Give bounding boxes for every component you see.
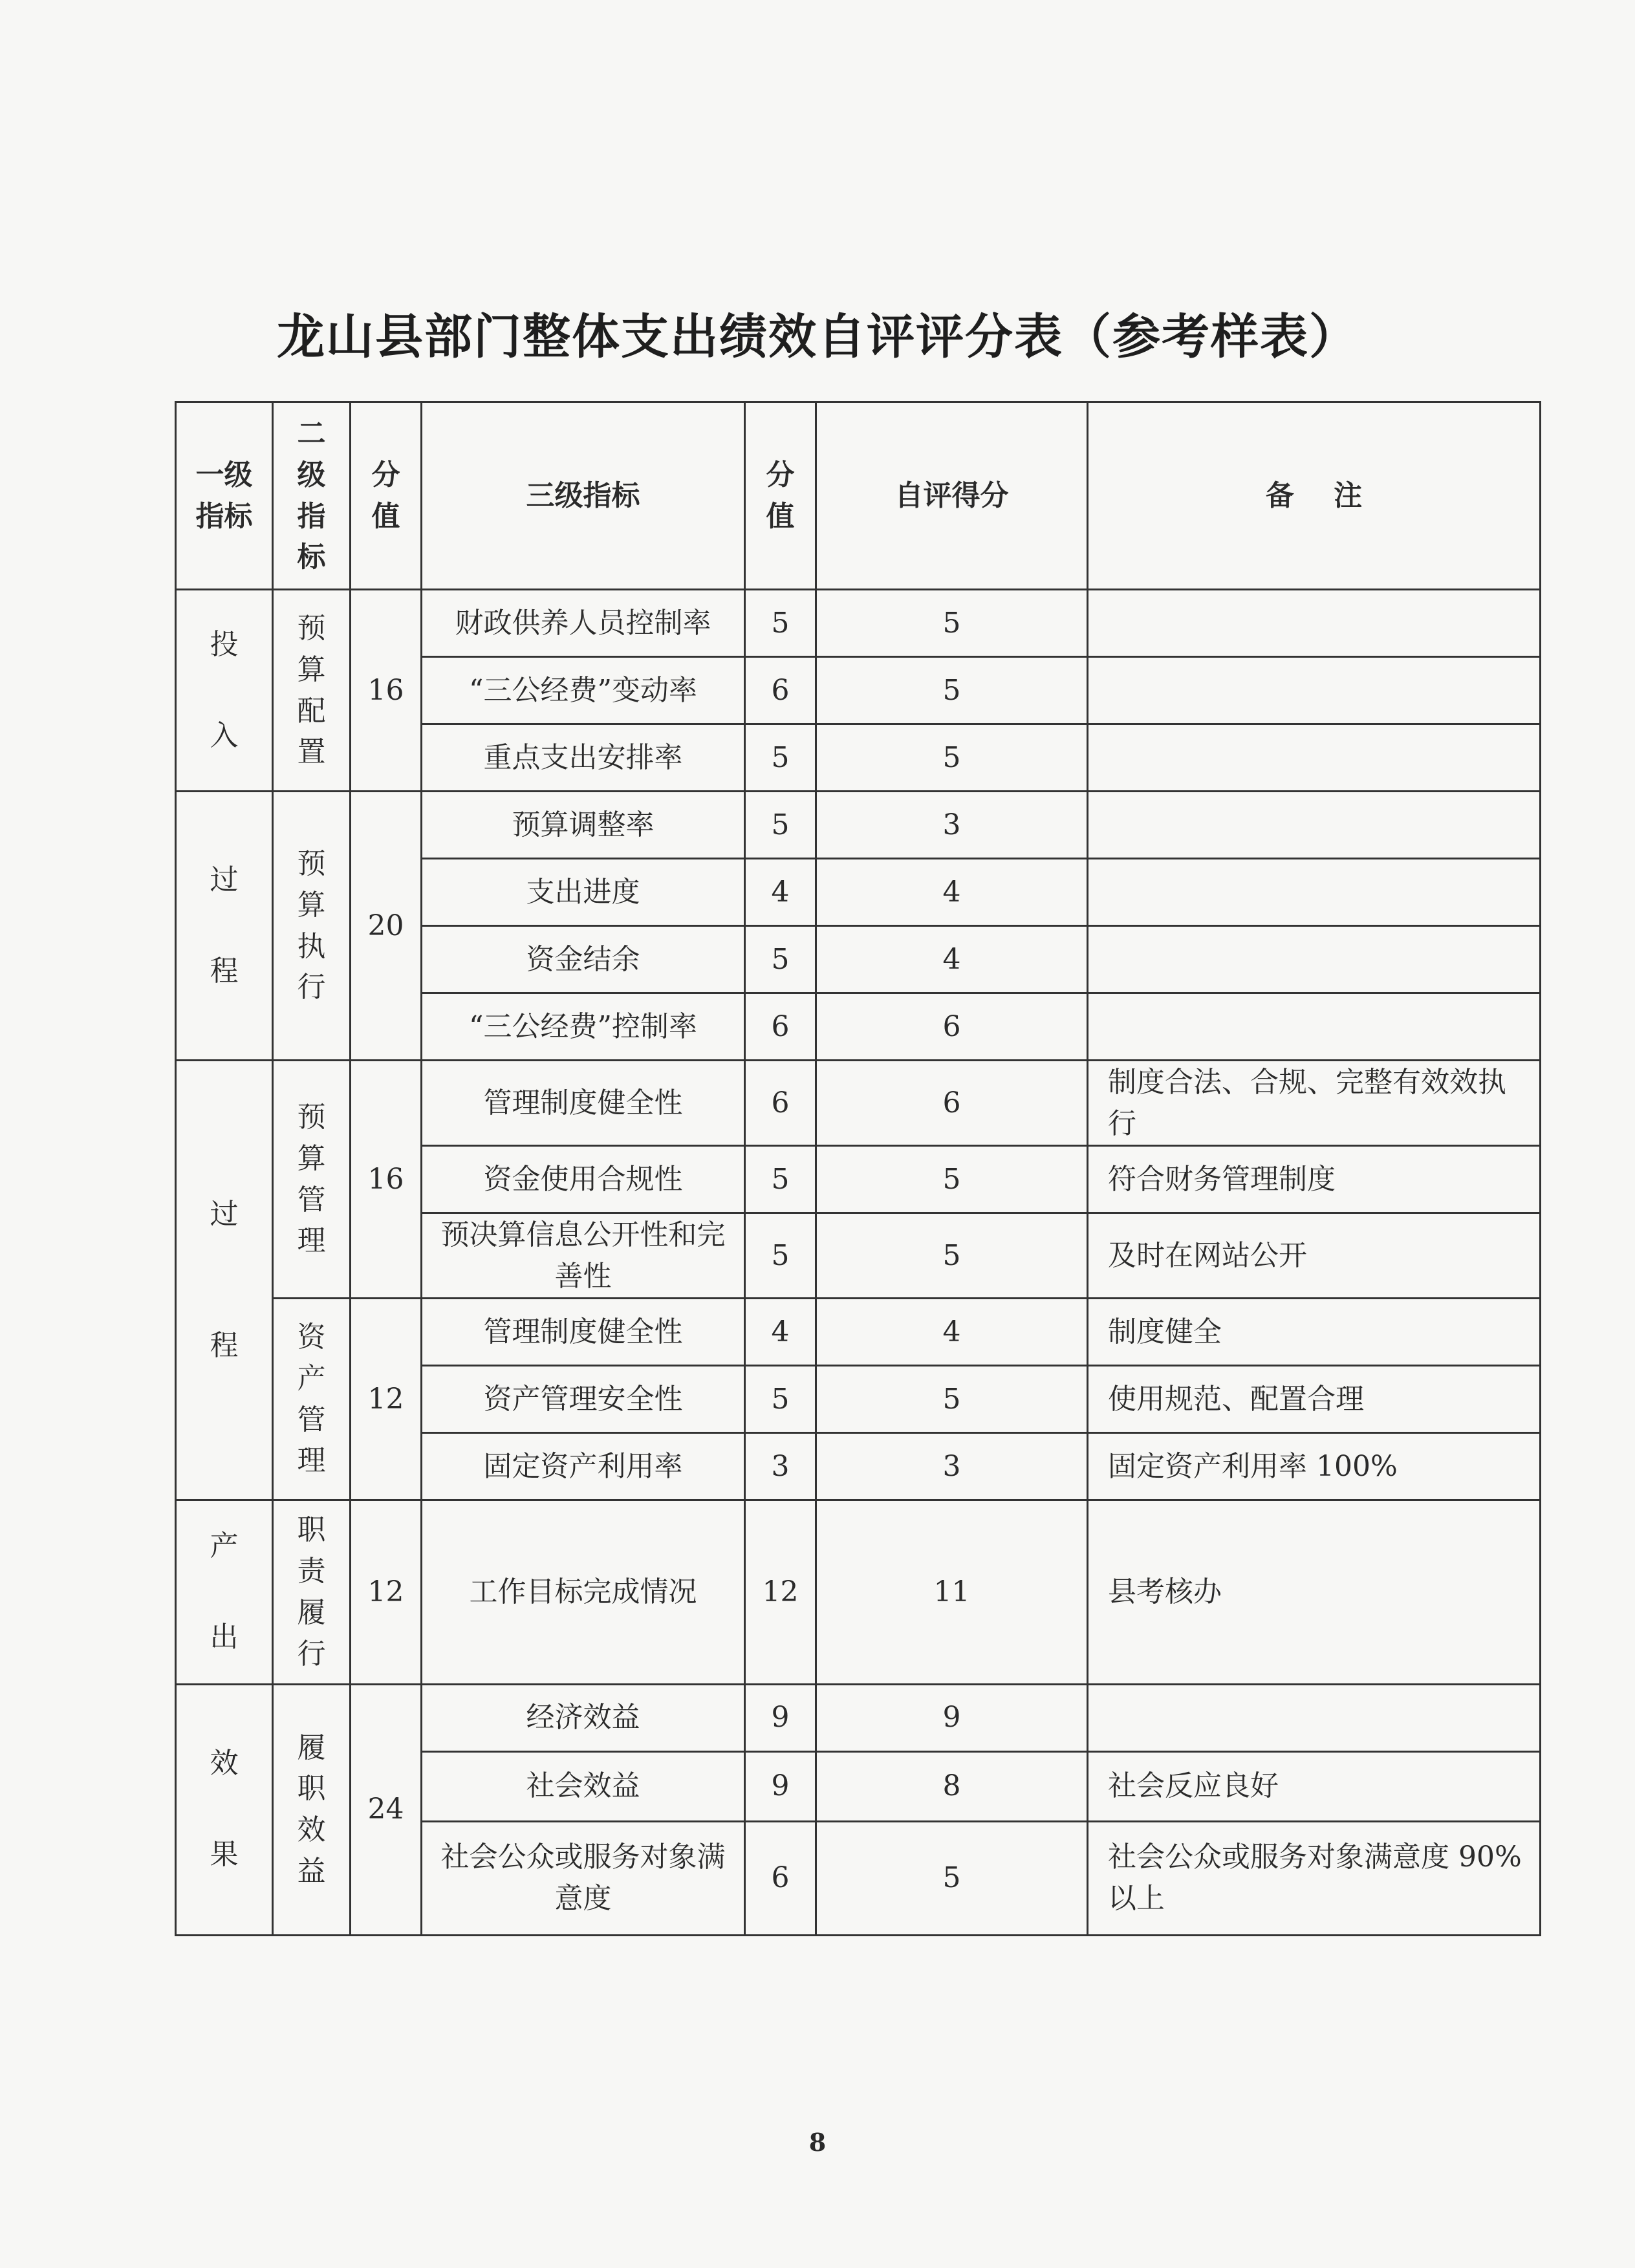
self-score-cell: 8	[816, 1751, 1088, 1821]
header-level2: 二级指标	[273, 402, 351, 590]
indicator-cell: 工作目标完成情况	[422, 1500, 745, 1685]
self-score-cell: 5	[816, 1213, 1088, 1299]
self-score-cell: 5	[816, 1821, 1088, 1935]
remark-cell	[1088, 724, 1541, 792]
score-cell: 6	[745, 1821, 816, 1935]
score-cell: 5	[745, 1366, 816, 1433]
indicator-cell: 重点支出安排率	[422, 724, 745, 792]
self-score-cell: 5	[816, 590, 1088, 657]
level2-cell: 预算管理	[273, 1061, 351, 1299]
remark-cell: 制度合法、合规、完整有效效执行	[1088, 1061, 1541, 1146]
level1-cell: 产出	[176, 1500, 273, 1685]
indicator-cell: 管理制度健全性	[422, 1299, 745, 1366]
self-score-cell: 4	[816, 926, 1088, 993]
remark-cell	[1088, 859, 1541, 926]
header-row	[176, 402, 1541, 590]
indicator-cell: 社会公众或服务对象满意度	[422, 1821, 745, 1935]
indicator-cell: 固定资产利用率	[422, 1433, 745, 1500]
indicator-cell: 预决算信息公开性和完善性	[422, 1213, 745, 1299]
score-cell: 6	[745, 657, 816, 724]
table-row	[176, 1299, 1541, 1366]
level2-score-cell: 12	[351, 1500, 422, 1685]
remark-cell	[1088, 1684, 1541, 1751]
remark-cell	[1088, 590, 1541, 657]
level2-score-cell: 20	[351, 792, 422, 1061]
indicator-cell: 资产管理安全性	[422, 1366, 745, 1433]
score-cell: 5	[745, 926, 816, 993]
header-level3: 三级指标	[422, 402, 745, 590]
score-cell: 4	[745, 859, 816, 926]
remark-cell	[1088, 657, 1541, 724]
score-cell: 4	[745, 1299, 816, 1366]
score-cell: 12	[745, 1500, 816, 1685]
level1-cell: 投入	[176, 590, 273, 792]
self-score-cell: 3	[816, 1433, 1088, 1500]
header-self-score: 自评得分	[816, 402, 1088, 590]
score-cell: 5	[745, 1213, 816, 1299]
indicator-cell: 管理制度健全性	[422, 1061, 745, 1146]
remark-cell: 符合财务管理制度	[1088, 1146, 1541, 1213]
score-cell: 9	[745, 1684, 816, 1751]
remark-cell	[1088, 926, 1541, 993]
score-cell: 5	[745, 792, 816, 859]
header-score3: 分值	[745, 402, 816, 590]
self-score-cell: 11	[816, 1500, 1088, 1685]
self-score-cell: 4	[816, 859, 1088, 926]
self-score-cell: 9	[816, 1684, 1088, 1751]
self-score-cell: 6	[816, 993, 1088, 1061]
indicator-cell: 支出进度	[422, 859, 745, 926]
remark-cell: 及时在网站公开	[1088, 1213, 1541, 1299]
table-row	[176, 792, 1541, 859]
table-row	[176, 1684, 1541, 1751]
level1-cell: 过程	[176, 1061, 273, 1500]
score-cell: 5	[745, 1146, 816, 1213]
table-row	[176, 590, 1541, 657]
indicator-cell: “三公经费”控制率	[422, 993, 745, 1061]
header-score2: 分值	[351, 402, 422, 590]
score-cell: 5	[745, 590, 816, 657]
self-score-cell: 5	[816, 657, 1088, 724]
self-score-cell: 5	[816, 1366, 1088, 1433]
score-cell: 9	[745, 1751, 816, 1821]
self-score-cell: 5	[816, 1146, 1088, 1213]
level2-score-cell: 24	[351, 1684, 422, 1935]
page-title: 龙山县部门整体支出绩效自评评分表（参考样表）	[277, 309, 1358, 365]
remark-cell	[1088, 993, 1541, 1061]
level2-cell: 预算配置	[273, 590, 351, 792]
remark-cell: 县考核办	[1088, 1500, 1541, 1685]
remark-cell: 社会反应良好	[1088, 1751, 1541, 1821]
score-cell: 6	[745, 1061, 816, 1146]
level2-score-cell: 16	[351, 1061, 422, 1299]
remark-cell: 社会公众或服务对象满意度 90%以上	[1088, 1821, 1541, 1935]
remark-cell	[1088, 792, 1541, 859]
indicator-cell: 社会效益	[422, 1751, 745, 1821]
header-level1: 一级指标	[176, 402, 273, 590]
level2-score-cell: 12	[351, 1299, 422, 1500]
table-row	[176, 1061, 1541, 1146]
self-score-cell: 3	[816, 792, 1088, 859]
level2-cell: 职责履行	[273, 1500, 351, 1685]
level2-cell: 资产管理	[273, 1299, 351, 1500]
score-cell: 5	[745, 724, 816, 792]
remark-cell: 固定资产利用率 100%	[1088, 1433, 1541, 1500]
remark-cell: 使用规范、配置合理	[1088, 1366, 1541, 1433]
level1-cell: 效果	[176, 1684, 273, 1935]
header-remarks: 备 注	[1088, 402, 1541, 590]
indicator-cell: “三公经费”变动率	[422, 657, 745, 724]
page-number: 8	[808, 2128, 827, 2157]
level2-cell: 履职效益	[273, 1684, 351, 1935]
indicator-cell: 资金使用合规性	[422, 1146, 745, 1213]
level2-cell: 预算执行	[273, 792, 351, 1061]
self-score-cell: 4	[816, 1299, 1088, 1366]
evaluation-table	[175, 401, 1541, 1936]
level2-score-cell: 16	[351, 590, 422, 792]
indicator-cell: 预算调整率	[422, 792, 745, 859]
score-cell: 6	[745, 993, 816, 1061]
score-cell: 3	[745, 1433, 816, 1500]
indicator-cell: 资金结余	[422, 926, 745, 993]
level1-cell: 过程	[176, 792, 273, 1061]
self-score-cell: 5	[816, 724, 1088, 792]
self-score-cell: 6	[816, 1061, 1088, 1146]
table-row	[176, 1500, 1541, 1685]
indicator-cell: 经济效益	[422, 1684, 745, 1751]
indicator-cell: 财政供养人员控制率	[422, 590, 745, 657]
remark-cell: 制度健全	[1088, 1299, 1541, 1366]
